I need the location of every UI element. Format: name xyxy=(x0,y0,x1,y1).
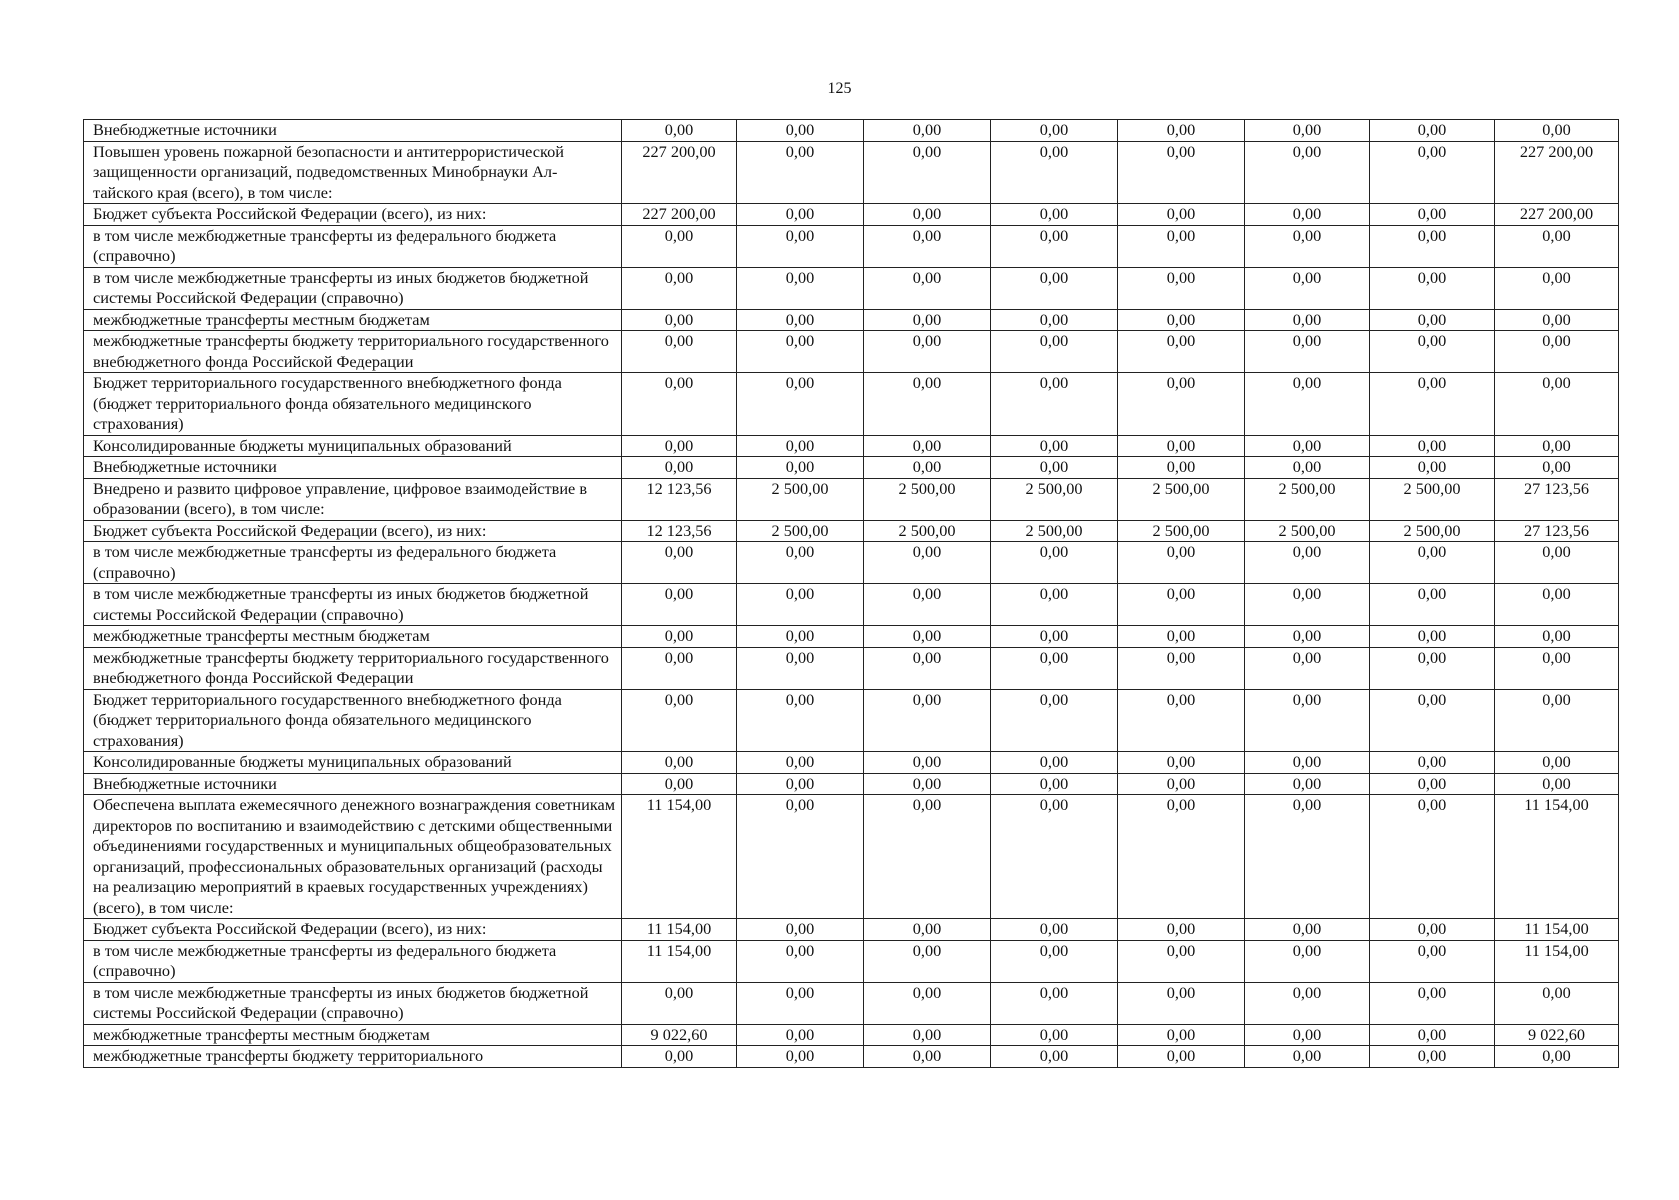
value-cell: 0,00 xyxy=(864,752,991,774)
value-cell: 0,00 xyxy=(864,373,991,436)
value-cell: 2 500,00 xyxy=(991,520,1118,542)
value-cell: 0,00 xyxy=(1370,141,1495,204)
value-cell: 0,00 xyxy=(1245,309,1370,331)
value-cell: 0,00 xyxy=(864,689,991,752)
row-label: в том числе межбюджетные трансферты из федерального бюджета (справочно) xyxy=(84,940,622,982)
value-cell: 0,00 xyxy=(1118,309,1245,331)
value-cell: 0,00 xyxy=(1370,435,1495,457)
value-cell: 0,00 xyxy=(737,204,864,226)
value-cell: 0,00 xyxy=(737,647,864,689)
value-cell: 0,00 xyxy=(1118,120,1245,142)
value-cell: 0,00 xyxy=(1495,584,1619,626)
value-cell: 2 500,00 xyxy=(864,478,991,520)
value-cell: 0,00 xyxy=(991,1046,1118,1068)
value-cell: 0,00 xyxy=(864,542,991,584)
value-cell: 0,00 xyxy=(1495,542,1619,584)
value-cell: 0,00 xyxy=(1370,1046,1495,1068)
value-cell: 0,00 xyxy=(622,773,737,795)
value-cell: 2 500,00 xyxy=(737,478,864,520)
row-label: межбюджетные трансферты местным бюджетам xyxy=(84,309,622,331)
value-cell: 0,00 xyxy=(1118,752,1245,774)
table-body xyxy=(84,120,1619,1068)
row-label: в том числе межбюджетные трансферты из федерального бюджета (справочно) xyxy=(84,225,622,267)
value-cell: 0,00 xyxy=(991,795,1118,919)
value-cell: 0,00 xyxy=(1370,626,1495,648)
value-cell: 0,00 xyxy=(622,752,737,774)
row-label: в том числе межбюджетные трансферты из иных бюджетов бюджетной системы Российской Федерации (справочно) xyxy=(84,982,622,1024)
value-cell: 0,00 xyxy=(991,141,1118,204)
value-cell: 227 200,00 xyxy=(622,141,737,204)
value-cell: 2 500,00 xyxy=(1245,520,1370,542)
row-label: Внебюджетные источники xyxy=(84,773,622,795)
value-cell: 0,00 xyxy=(737,940,864,982)
row-label: Бюджет субъекта Российской Федерации (всего), из них: xyxy=(84,520,622,542)
value-cell: 0,00 xyxy=(1245,141,1370,204)
value-cell: 0,00 xyxy=(622,120,737,142)
value-cell: 0,00 xyxy=(1495,120,1619,142)
row-label: межбюджетные трансферты местным бюджетам xyxy=(84,1024,622,1046)
value-cell: 0,00 xyxy=(737,435,864,457)
value-cell: 0,00 xyxy=(622,584,737,626)
value-cell: 0,00 xyxy=(737,1024,864,1046)
row-label: межбюджетные трансферты бюджету территориального государственного внебюджетного фонда Российской Федерации xyxy=(84,331,622,373)
row-label: межбюджетные трансферты местным бюджетам xyxy=(84,626,622,648)
value-cell: 0,00 xyxy=(1118,795,1245,919)
table-row xyxy=(84,1046,1619,1068)
value-cell: 0,00 xyxy=(1245,1024,1370,1046)
value-cell: 0,00 xyxy=(864,1046,991,1068)
value-cell: 0,00 xyxy=(622,331,737,373)
row-label: Бюджет субъекта Российской Федерации (всего), из них: xyxy=(84,204,622,226)
value-cell: 0,00 xyxy=(622,542,737,584)
value-cell: 0,00 xyxy=(864,584,991,626)
value-cell: 0,00 xyxy=(1245,773,1370,795)
value-cell: 0,00 xyxy=(1370,120,1495,142)
value-cell: 2 500,00 xyxy=(1370,478,1495,520)
row-label: Бюджет территориального государственного внебюджетного фонда (бюджет территориального фонда обязательного медицинского страхования) xyxy=(84,373,622,436)
table-row xyxy=(84,435,1619,457)
table-row xyxy=(84,457,1619,479)
value-cell: 0,00 xyxy=(864,267,991,309)
value-cell: 0,00 xyxy=(1245,542,1370,584)
value-cell: 0,00 xyxy=(737,225,864,267)
value-cell: 0,00 xyxy=(991,919,1118,941)
value-cell: 0,00 xyxy=(1370,1024,1495,1046)
value-cell: 2 500,00 xyxy=(737,520,864,542)
table-row xyxy=(84,689,1619,752)
value-cell: 0,00 xyxy=(1370,795,1495,919)
value-cell: 0,00 xyxy=(991,435,1118,457)
value-cell: 0,00 xyxy=(1370,204,1495,226)
value-cell: 11 154,00 xyxy=(1495,795,1619,919)
value-cell: 11 154,00 xyxy=(622,940,737,982)
table-row xyxy=(84,141,1619,204)
value-cell: 0,00 xyxy=(1118,267,1245,309)
value-cell: 0,00 xyxy=(737,773,864,795)
value-cell: 0,00 xyxy=(622,267,737,309)
value-cell: 0,00 xyxy=(991,309,1118,331)
table-row xyxy=(84,626,1619,648)
row-label: Бюджет территориального государственного внебюджетного фонда (бюджет территориального фонда обязательного медицинского страхования) xyxy=(84,689,622,752)
value-cell: 2 500,00 xyxy=(991,478,1118,520)
value-cell: 0,00 xyxy=(991,457,1118,479)
value-cell: 2 500,00 xyxy=(1118,520,1245,542)
value-cell: 0,00 xyxy=(1118,373,1245,436)
value-cell: 0,00 xyxy=(737,752,864,774)
value-cell: 0,00 xyxy=(991,982,1118,1024)
table-row xyxy=(84,795,1619,919)
value-cell: 0,00 xyxy=(1495,689,1619,752)
value-cell: 0,00 xyxy=(737,457,864,479)
value-cell: 0,00 xyxy=(1495,626,1619,648)
value-cell: 0,00 xyxy=(864,120,991,142)
value-cell: 12 123,56 xyxy=(622,478,737,520)
row-label: Внебюджетные источники xyxy=(84,457,622,479)
value-cell: 0,00 xyxy=(737,919,864,941)
value-cell: 0,00 xyxy=(1245,647,1370,689)
value-cell: 0,00 xyxy=(1495,267,1619,309)
value-cell: 0,00 xyxy=(1118,773,1245,795)
value-cell: 0,00 xyxy=(1495,457,1619,479)
value-cell: 0,00 xyxy=(991,584,1118,626)
value-cell: 0,00 xyxy=(864,141,991,204)
value-cell: 0,00 xyxy=(991,940,1118,982)
value-cell: 0,00 xyxy=(1118,225,1245,267)
budget-table xyxy=(83,119,1619,1068)
value-cell: 27 123,56 xyxy=(1495,478,1619,520)
value-cell: 0,00 xyxy=(1118,457,1245,479)
value-cell: 0,00 xyxy=(1118,141,1245,204)
value-cell: 0,00 xyxy=(1245,795,1370,919)
value-cell: 0,00 xyxy=(737,373,864,436)
value-cell: 0,00 xyxy=(737,309,864,331)
value-cell: 0,00 xyxy=(1118,689,1245,752)
table-row xyxy=(84,225,1619,267)
value-cell: 0,00 xyxy=(1370,542,1495,584)
value-cell: 0,00 xyxy=(1370,982,1495,1024)
value-cell: 0,00 xyxy=(864,331,991,373)
value-cell: 0,00 xyxy=(1118,940,1245,982)
value-cell: 0,00 xyxy=(737,982,864,1024)
value-cell: 0,00 xyxy=(864,225,991,267)
value-cell: 0,00 xyxy=(1118,982,1245,1024)
value-cell: 0,00 xyxy=(622,225,737,267)
value-cell: 0,00 xyxy=(737,542,864,584)
value-cell: 0,00 xyxy=(1118,331,1245,373)
row-label: Повышен уровень пожарной безопасности и антитеррористической защищенности организаций, подведомственных Минобрнауки Ал-тайского края (всего), в том числе: xyxy=(84,141,622,204)
row-label: Консолидированные бюджеты муниципальных образований xyxy=(84,752,622,774)
value-cell: 0,00 xyxy=(622,373,737,436)
value-cell: 0,00 xyxy=(1118,435,1245,457)
value-cell: 0,00 xyxy=(1370,773,1495,795)
row-label: в том числе межбюджетные трансферты из иных бюджетов бюджетной системы Российской Федерации (справочно) xyxy=(84,584,622,626)
value-cell: 0,00 xyxy=(1245,689,1370,752)
value-cell: 11 154,00 xyxy=(1495,919,1619,941)
table-row xyxy=(84,267,1619,309)
value-cell: 0,00 xyxy=(1495,647,1619,689)
value-cell: 0,00 xyxy=(991,331,1118,373)
table-row xyxy=(84,331,1619,373)
value-cell: 0,00 xyxy=(1118,204,1245,226)
value-cell: 0,00 xyxy=(1245,626,1370,648)
row-label: Внедрено и развито цифровое управление, цифровое взаимодействие в образовании (всего), в том числе: xyxy=(84,478,622,520)
value-cell: 0,00 xyxy=(864,982,991,1024)
value-cell: 0,00 xyxy=(1245,373,1370,436)
value-cell: 0,00 xyxy=(1495,309,1619,331)
table-row xyxy=(84,520,1619,542)
value-cell: 0,00 xyxy=(1370,647,1495,689)
value-cell: 11 154,00 xyxy=(622,795,737,919)
value-cell: 0,00 xyxy=(1370,267,1495,309)
value-cell: 0,00 xyxy=(1370,752,1495,774)
value-cell: 2 500,00 xyxy=(1245,478,1370,520)
value-cell: 227 200,00 xyxy=(1495,204,1619,226)
row-label: в том числе межбюджетные трансферты из иных бюджетов бюджетной системы Российской Федерации (справочно) xyxy=(84,267,622,309)
value-cell: 0,00 xyxy=(1495,982,1619,1024)
row-label: в том числе межбюджетные трансферты из федерального бюджета (справочно) xyxy=(84,542,622,584)
value-cell: 0,00 xyxy=(991,120,1118,142)
value-cell: 0,00 xyxy=(1495,752,1619,774)
value-cell: 0,00 xyxy=(864,309,991,331)
value-cell: 0,00 xyxy=(1245,752,1370,774)
value-cell: 0,00 xyxy=(1370,309,1495,331)
row-label: межбюджетные трансферты бюджету территориального государственного внебюджетного фонда Российской Федерации xyxy=(84,647,622,689)
value-cell: 0,00 xyxy=(1245,204,1370,226)
value-cell: 0,00 xyxy=(1118,626,1245,648)
value-cell: 0,00 xyxy=(864,204,991,226)
value-cell: 2 500,00 xyxy=(1118,478,1245,520)
table-row xyxy=(84,919,1619,941)
value-cell: 0,00 xyxy=(1370,940,1495,982)
value-cell: 0,00 xyxy=(864,940,991,982)
table-row xyxy=(84,373,1619,436)
value-cell: 2 500,00 xyxy=(864,520,991,542)
value-cell: 0,00 xyxy=(622,982,737,1024)
value-cell: 0,00 xyxy=(1370,689,1495,752)
value-cell: 0,00 xyxy=(737,1046,864,1068)
value-cell: 0,00 xyxy=(991,1024,1118,1046)
value-cell: 0,00 xyxy=(864,919,991,941)
value-cell: 0,00 xyxy=(737,626,864,648)
value-cell: 0,00 xyxy=(864,626,991,648)
value-cell: 0,00 xyxy=(991,752,1118,774)
value-cell: 0,00 xyxy=(864,1024,991,1046)
value-cell: 0,00 xyxy=(991,373,1118,436)
value-cell: 0,00 xyxy=(1495,1046,1619,1068)
value-cell: 0,00 xyxy=(622,457,737,479)
table-row xyxy=(84,542,1619,584)
row-label: Бюджет субъекта Российской Федерации (всего), из них: xyxy=(84,919,622,941)
value-cell: 0,00 xyxy=(737,689,864,752)
value-cell: 0,00 xyxy=(1118,584,1245,626)
value-cell: 0,00 xyxy=(1118,1024,1245,1046)
value-cell: 0,00 xyxy=(864,435,991,457)
table-row xyxy=(84,773,1619,795)
value-cell: 0,00 xyxy=(1118,647,1245,689)
value-cell: 0,00 xyxy=(991,225,1118,267)
value-cell: 27 123,56 xyxy=(1495,520,1619,542)
value-cell: 0,00 xyxy=(1245,584,1370,626)
value-cell: 0,00 xyxy=(622,647,737,689)
table-row xyxy=(84,584,1619,626)
row-label: Обеспечена выплата ежемесячного денежного вознаграждения советникам директоров по воспитанию и взаимодействию с детскими общественными объединениями государственных и муниципальных общеобразовательных организаций, профессиональных образовательных организаций (расходы на реализацию мероприятий в краевых государственных учреждениях) (всего), в том числе: xyxy=(84,795,622,919)
value-cell: 0,00 xyxy=(737,795,864,919)
value-cell: 0,00 xyxy=(991,626,1118,648)
value-cell: 0,00 xyxy=(1118,542,1245,584)
value-cell: 0,00 xyxy=(737,267,864,309)
value-cell: 0,00 xyxy=(1245,982,1370,1024)
value-cell: 0,00 xyxy=(1495,773,1619,795)
value-cell: 0,00 xyxy=(864,457,991,479)
value-cell: 2 500,00 xyxy=(1370,520,1495,542)
value-cell: 0,00 xyxy=(864,647,991,689)
row-label: межбюджетные трансферты бюджету территориального xyxy=(84,1046,622,1068)
value-cell: 0,00 xyxy=(1370,457,1495,479)
value-cell: 0,00 xyxy=(1118,1046,1245,1068)
value-cell: 0,00 xyxy=(1245,919,1370,941)
value-cell: 0,00 xyxy=(1245,225,1370,267)
value-cell: 0,00 xyxy=(1245,331,1370,373)
table-row xyxy=(84,120,1619,142)
value-cell: 0,00 xyxy=(1245,1046,1370,1068)
value-cell: 0,00 xyxy=(1245,457,1370,479)
value-cell: 0,00 xyxy=(1245,435,1370,457)
value-cell: 0,00 xyxy=(622,626,737,648)
value-cell: 11 154,00 xyxy=(1495,940,1619,982)
value-cell: 0,00 xyxy=(991,542,1118,584)
value-cell: 0,00 xyxy=(737,584,864,626)
value-cell: 9 022,60 xyxy=(622,1024,737,1046)
value-cell: 0,00 xyxy=(622,309,737,331)
value-cell: 0,00 xyxy=(864,795,991,919)
value-cell: 0,00 xyxy=(737,141,864,204)
value-cell: 227 200,00 xyxy=(622,204,737,226)
value-cell: 0,00 xyxy=(991,267,1118,309)
page-number: 125 xyxy=(827,80,852,97)
value-cell: 0,00 xyxy=(991,773,1118,795)
value-cell: 0,00 xyxy=(1370,373,1495,436)
value-cell: 0,00 xyxy=(991,204,1118,226)
value-cell: 0,00 xyxy=(622,1046,737,1068)
value-cell: 0,00 xyxy=(622,435,737,457)
row-label: Консолидированные бюджеты муниципальных образований xyxy=(84,435,622,457)
table-row xyxy=(84,1024,1619,1046)
value-cell: 0,00 xyxy=(864,773,991,795)
value-cell: 0,00 xyxy=(1245,120,1370,142)
value-cell: 0,00 xyxy=(737,331,864,373)
value-cell: 0,00 xyxy=(1495,435,1619,457)
value-cell: 9 022,60 xyxy=(1495,1024,1619,1046)
value-cell: 0,00 xyxy=(737,120,864,142)
value-cell: 0,00 xyxy=(1370,919,1495,941)
row-label: Внебюджетные источники xyxy=(84,120,622,142)
value-cell: 0,00 xyxy=(1245,267,1370,309)
value-cell: 0,00 xyxy=(1495,225,1619,267)
table-row xyxy=(84,940,1619,982)
value-cell: 0,00 xyxy=(991,689,1118,752)
value-cell: 0,00 xyxy=(1495,331,1619,373)
table-row xyxy=(84,752,1619,774)
value-cell: 0,00 xyxy=(991,647,1118,689)
value-cell: 0,00 xyxy=(1370,584,1495,626)
table-row xyxy=(84,478,1619,520)
table-row xyxy=(84,982,1619,1024)
value-cell: 227 200,00 xyxy=(1495,141,1619,204)
value-cell: 0,00 xyxy=(1370,225,1495,267)
table-row xyxy=(84,647,1619,689)
value-cell: 0,00 xyxy=(622,689,737,752)
value-cell: 0,00 xyxy=(1118,919,1245,941)
table-row xyxy=(84,309,1619,331)
value-cell: 0,00 xyxy=(1495,373,1619,436)
table-row xyxy=(84,204,1619,226)
value-cell: 11 154,00 xyxy=(622,919,737,941)
value-cell: 0,00 xyxy=(1245,940,1370,982)
value-cell: 0,00 xyxy=(1370,331,1495,373)
value-cell: 12 123,56 xyxy=(622,520,737,542)
